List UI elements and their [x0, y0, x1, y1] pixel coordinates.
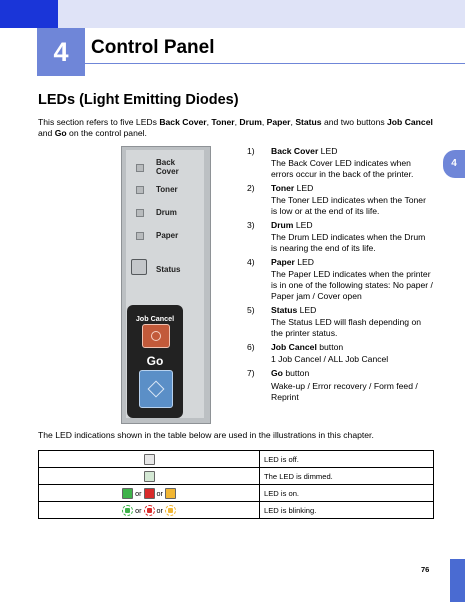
toner-label: Toner: [156, 185, 178, 194]
item-4-description: The Paper LED indicates when the printer is in one of the following states: No paper / Paper jam / Cover open: [271, 269, 433, 301]
legend-text: LED is blinking.: [260, 502, 434, 519]
chapter-side-tab: 4: [443, 150, 465, 178]
chapter-number: 4: [37, 28, 85, 76]
led-on-yellow-icon: [165, 488, 176, 499]
header-band: [58, 0, 465, 28]
item-6-description: 1 Job Cancel / ALL Job Cancel: [271, 354, 389, 364]
legend-text: The LED is dimmed.: [260, 468, 434, 485]
page-number: 76: [421, 565, 430, 574]
status-led: [131, 259, 147, 275]
back-cover-label: Back Cover: [156, 158, 179, 176]
item-2-title: Toner LED: [271, 183, 314, 193]
item-5-number: 5): [247, 305, 255, 315]
item-5-description: The Status LED will flash depending on the printer status.: [271, 317, 422, 338]
item-2-description: The Toner LED indicates when the Toner is low or at the end of its life.: [271, 195, 426, 216]
job-cancel-label: Job Cancel: [135, 314, 175, 323]
led-blink-yellow-icon: [165, 505, 176, 516]
item-5-title: Status LED: [271, 305, 317, 315]
intro-paragraph: This section refers to five LEDs Back Cover, Toner, Drum, Paper, Status and two buttons Job Cancel and Go on the control panel.: [38, 117, 433, 138]
table-row: or or LED is blinking.: [39, 502, 434, 519]
job-cancel-button: [142, 324, 170, 348]
table-intro: The LED indications shown in the table below are used in the illustrations in this chapter.: [38, 430, 374, 440]
led-on-red-icon: [144, 488, 155, 499]
paper-label: Paper: [156, 231, 179, 240]
paper-led: [136, 232, 144, 240]
led-blink-green-icon: [122, 505, 133, 516]
status-label: Status: [156, 265, 181, 274]
led-on-green-icon: [122, 488, 133, 499]
header-rule: [85, 63, 465, 64]
drum-label: Drum: [156, 208, 177, 217]
drum-led: [136, 209, 144, 217]
item-3-title: Drum LED: [271, 220, 313, 230]
led-legend-table: [38, 450, 434, 519]
item-1-description: The Back Cover LED indicates when errors occur in the back of the printer.: [271, 158, 414, 179]
go-button: [139, 370, 173, 408]
cancel-icon: [151, 331, 161, 341]
item-7-title: Go button: [271, 368, 310, 378]
go-label: Go: [146, 354, 164, 368]
item-7-number: 7): [247, 368, 255, 378]
item-6-title: Job Cancel button: [271, 342, 344, 352]
table-row: or or LED is on.: [39, 485, 434, 502]
chapter-title: Control Panel: [91, 37, 215, 58]
led-dimmed-icon: [144, 471, 155, 482]
led-blink-red-icon: [144, 505, 155, 516]
legend-text: LED is on.: [260, 485, 434, 502]
led-off-icon: [144, 454, 155, 465]
item-2-number: 2): [247, 183, 255, 193]
legend-text: LED is off.: [260, 451, 434, 468]
item-7-description: Wake-up / Error recovery / Form feed / Reprint: [271, 381, 418, 402]
toner-led: [136, 186, 144, 194]
footer-color-bar: [450, 559, 465, 602]
section-heading: LEDs (Light Emitting Diodes): [38, 92, 239, 108]
item-4-title: Paper LED: [271, 257, 314, 267]
item-3-number: 3): [247, 220, 255, 230]
header-color-block: [0, 0, 58, 28]
go-icon: [148, 381, 165, 398]
item-6-number: 6): [247, 342, 255, 352]
item-4-number: 4): [247, 257, 255, 267]
table-row: [39, 451, 434, 468]
item-3-description: The Drum LED indicates when the Drum is nearing the end of its life.: [271, 232, 426, 253]
item-1-number: 1): [247, 146, 255, 156]
back-cover-led: [136, 164, 144, 172]
table-row: [39, 468, 434, 485]
item-1-title: Back Cover LED: [271, 146, 338, 156]
